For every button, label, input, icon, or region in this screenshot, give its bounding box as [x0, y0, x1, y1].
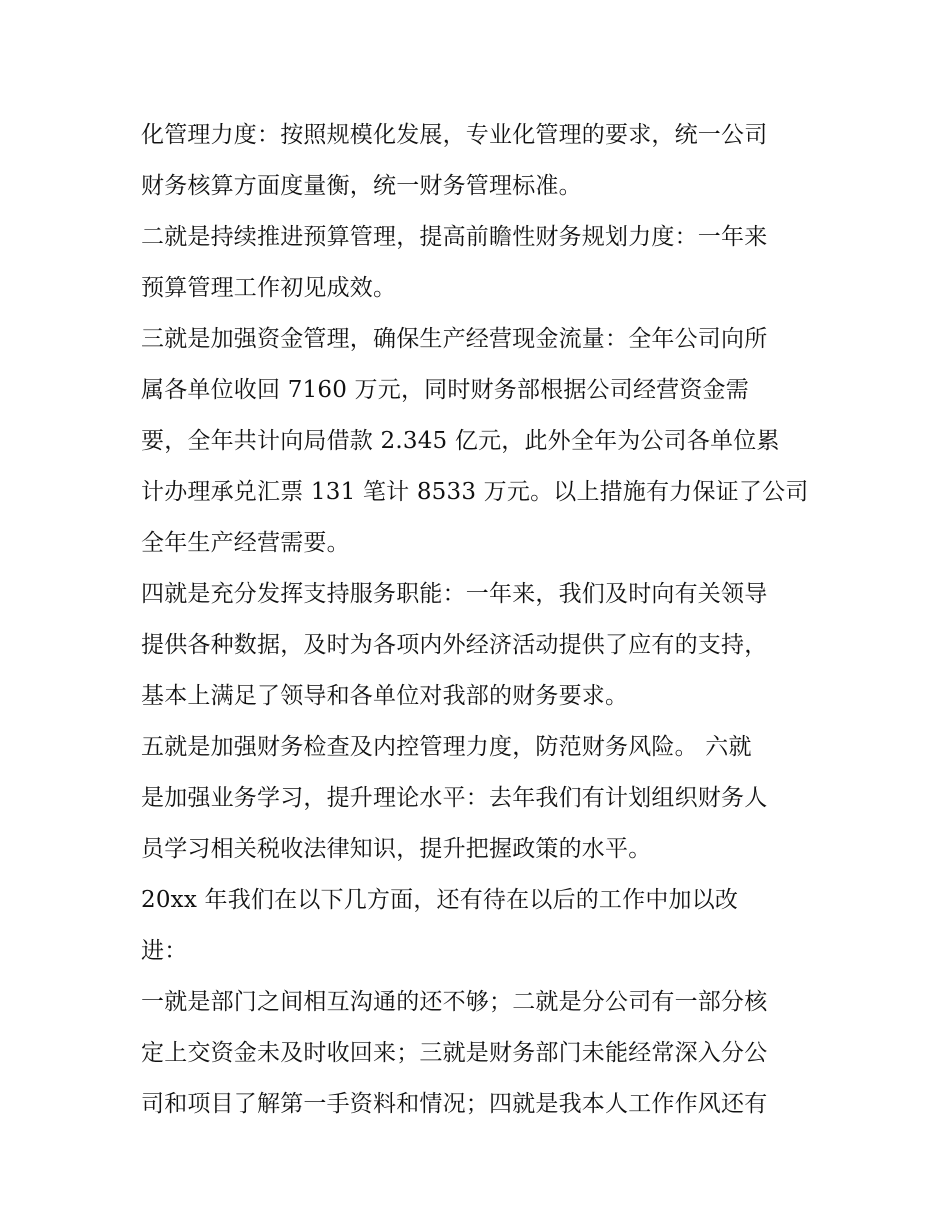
- text-line: 化管理力度：按照规模化发展，专业化管理的要求，统一公司: [141, 122, 768, 148]
- text-line: 五就是加强财务检查及内控管理力度，防范财务风险。 六就: [141, 734, 752, 760]
- text-line: 一就是部门之间相互沟通的还不够；二就是分公司有一部分核: [141, 989, 768, 1015]
- text-line: 财务核算方面度量衡，统一财务管理标准。: [141, 173, 582, 199]
- document-page: [141, 110, 821, 1130]
- text-line: 司和项目了解第一手资料和情况；四就是我本人工作作风还有: [141, 1091, 768, 1117]
- text-line: 属各单位收回 7160 万元，同时财务部根据公司经营资金需: [141, 377, 749, 403]
- text-line: 四就是充分发挥支持服务职能：一年来，我们及时向有关领导: [141, 581, 768, 607]
- text-line: 要，全年共计向局借款 2.345 亿元，此外全年为公司各单位累: [141, 428, 780, 454]
- text-line: 计办理承兑汇票 131 笔计 8533 万元。以上措施有力保证了公司: [141, 479, 809, 505]
- text-line: 进：: [141, 938, 188, 964]
- text-line: 三就是加强资金管理，确保生产经营现金流量：全年公司向所: [141, 326, 768, 352]
- text-line: 二就是持续推进预算管理，提高前瞻性财务规划力度：一年来: [141, 224, 768, 250]
- text-line: 全年生产经营需要。: [141, 530, 350, 556]
- text-line: 20xx 年我们在以下几方面，还有待在以后的工作中加以改: [141, 887, 739, 913]
- text-line: 预算管理工作初见成效。: [141, 275, 397, 301]
- text-line: 提供各种数据，及时为各项内外经济活动提供了应有的支持，: [141, 632, 768, 658]
- text-line: 定上交资金未及时收回来；三就是财务部门未能经常深入分公: [141, 1040, 768, 1066]
- text-line: 基本上满足了领导和各单位对我部的财务要求。: [141, 683, 629, 709]
- text-line: 是加强业务学习，提升理论水平：去年我们有计划组织财务人: [141, 785, 768, 811]
- text-line: 员学习相关税收法律知识，提升把握政策的水平。: [141, 836, 652, 862]
